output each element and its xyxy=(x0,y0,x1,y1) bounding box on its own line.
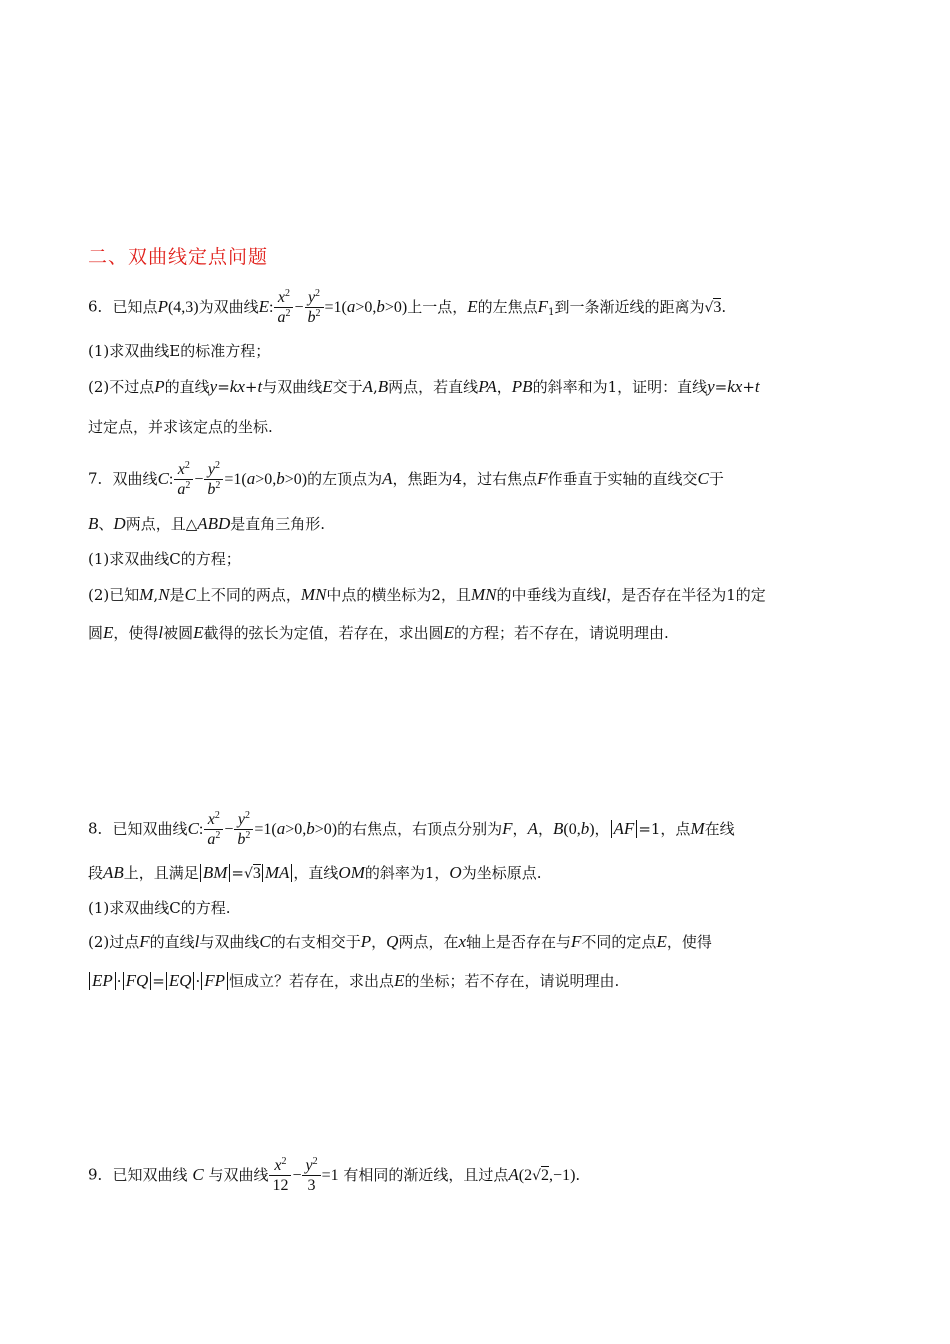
problem-7-line-2: B、D两点，且△ABD是直角三角形. xyxy=(88,514,326,533)
problem-6-part-1: (1)求双曲线E的标准方程； xyxy=(88,342,271,360)
problem-9-line-1: 已知双曲线 C 与双曲线 $\frac{x^2}{12}$ − $\frac{y^2}{3}$ =1 有相同的渐近线，且过点A(2√2,−1). xyxy=(112,1156,581,1194)
problem-6-line-1: 已知点P(4,3)为双曲线E: $\frac{x^2}{a^2}$ − $\frac{y^2}{b^2}$ =1(a>0,b>0)上一点，E的左焦点$F_1$到一条渐近线的距离为√3. xyxy=(112,288,727,326)
problem-8-part-1: (1)求双曲线C的方程. xyxy=(88,899,231,917)
problem-6-part-2-cont: 过定点，并求该定点的坐标. xyxy=(88,418,273,436)
problem-9-statement xyxy=(88,1156,868,1195)
problem-7-part-1: (1)求双曲线C的方程； xyxy=(88,550,241,568)
problem-7-part-2: (2)已知M,N是C上不同的两点，MN中点的横坐标为2，且MN的中垂线为直线l，是否存在半径为1的定 xyxy=(88,585,766,604)
problem-8-statement xyxy=(88,810,868,849)
problem-6-statement xyxy=(88,288,868,327)
problem-number: 6． xyxy=(88,297,113,316)
problem-7-part-2-cont: 圆E，使得l被圆E截得的弦长为定值，若存在，求出圆E的方程；若不存在，请说明理由. xyxy=(88,623,669,642)
problem-8-part-2-cont: EP · FQ = EQ · FP 恒成立？若存在，求出点E的坐标；若不存在，请说明理由. xyxy=(88,970,868,992)
section-heading: 二、双曲线定点问题 xyxy=(88,246,269,268)
problem-8-line-2: 段AB上，且满足 BM =√3 MA ，直线OM的斜率为1，O为坐标原点. xyxy=(88,863,542,882)
problem-7-line-1: 双曲线C: $\frac{x^2}{a^2}$ − $\frac{y^2}{b^2}$ =1(a>0,b>0)的左顶点为A，焦距为4，过右焦点F作垂直于实轴的直线交C于 xyxy=(112,460,724,498)
problem-number: 9． xyxy=(88,1165,113,1184)
problem-number: 7． xyxy=(88,469,113,488)
problem-number: 8． xyxy=(88,819,113,838)
problem-6-part-2: (2)不过点P的直线y=kx+t与双曲线E交于A,B两点，若直线PA，PB的斜率和为1，证明：直线y=kx+t xyxy=(88,377,760,396)
problem-8-part-2: (2)过点F的直线l与双曲线C的右支相交于P，Q两点，在x轴上是否存在与F不同的定点E，使得 xyxy=(88,932,712,951)
problem-7-statement xyxy=(88,460,868,499)
problem-8-line-1: 已知双曲线C: $\frac{x^2}{a^2}$ − $\frac{y^2}{b^2}$ =1(a>0,b>0)的右焦点，右顶点分别为F，A，B(0,b)， AF =1，点M在线 xyxy=(112,810,735,848)
